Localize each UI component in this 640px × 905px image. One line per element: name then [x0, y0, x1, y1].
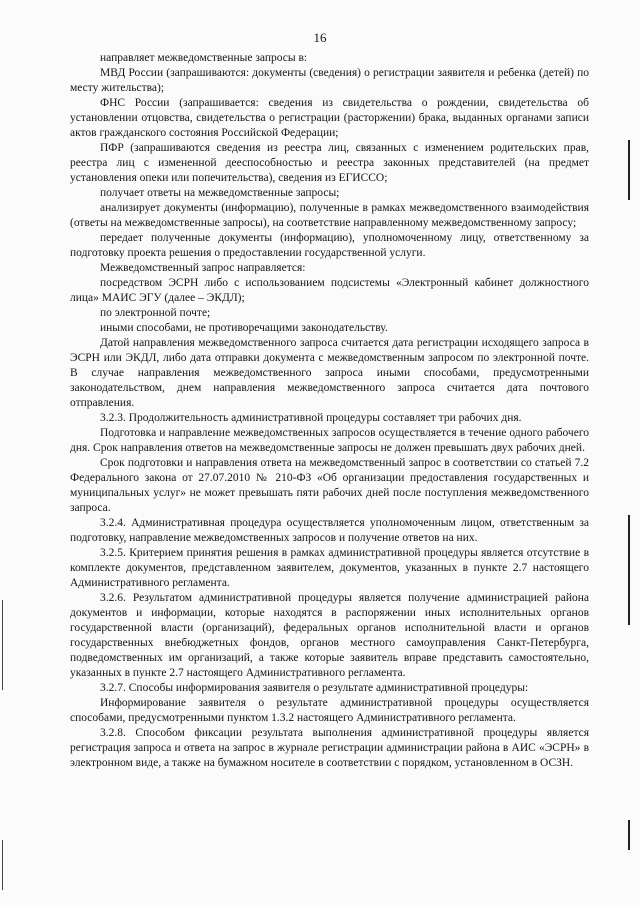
paragraph: иными способами, не противоречащими законодательству.	[100, 322, 388, 334]
scan-edge-mark	[628, 820, 630, 850]
paragraph: Подготовка и направление межведомственных запросов осуществляется в течение одного рабочего дня. Срок направления ответов на межведомственные запросы не должен превышать двух рабочих дней.	[70, 427, 589, 454]
paragraph: Межведомственный запрос направляется:	[100, 262, 306, 274]
paragraph: передает полученные документы (информацию), уполномоченному лицу, ответственному за подготовку проекта решения о предоставлении государственной услуги.	[70, 232, 589, 259]
paragraph: анализирует документы (информацию), полученные в рамках межведомственного взаимодействия (ответы на межведомственные запросы), на соответствие направленному межведомственному запросу;	[70, 202, 589, 229]
scan-edge-mark	[628, 140, 630, 200]
paragraph: 3.2.4. Административная процедура осуществляется уполномоченным лицом, ответственным за подготовку, направление межведомственных запросов и получение ответов на них.	[70, 517, 589, 544]
paragraph: направляет межведомственные запросы в:	[100, 52, 308, 64]
scan-edge-mark	[628, 515, 630, 625]
paragraph: ПФР (запрашиваются сведения из реестра лиц, связанных с изменением родительских прав, реестра лиц с измененной дееспособностью и реестра законных представителей (на предмет установления опеки или попечительства), сведения из ЕГИССО;	[70, 142, 589, 184]
paragraph: Датой направления межведомственного запроса считается дата регистрации исходящего запроса в ЭСРН или ЭКДЛ, либо дата отправки документа с межведомственным запросом по электронной почте. В случае направления межведомственного запроса иными способами, предусмотренными законодательством, днем направления межведомственного запроса считается дата почтового отправления.	[70, 337, 589, 409]
paragraph: Срок подготовки и направления ответа на межведомственный запрос в соответствии со статьей 7.2 Федерального закона от 27.07.2010 № 210-ФЗ «Об организации предоставления государственных и муниципальных услуг» не может превышать пяти рабочих дней после поступления межведомственного запроса.	[70, 457, 589, 514]
paragraph: получает ответы на межведомственные запросы;	[100, 187, 340, 199]
paragraph: посредством ЭСРН либо с использованием подсистемы «Электронный кабинет должностного лица» МАИС ЭГУ (далее – ЭКДЛ);	[70, 277, 589, 304]
paragraph: 3.2.3. Продолжительность административной процедуры составляет три рабочих дня.	[100, 412, 522, 424]
paragraph: 3.2.7. Способы информирования заявителя о результате административной процедуры:	[100, 682, 529, 694]
document-body	[70, 51, 589, 771]
page-number: 16	[313, 30, 327, 45]
paragraph: по электронной почте;	[100, 307, 211, 319]
paragraph: 3.2.5. Критерием принятия решения в рамках административной процедуры является отсутствие в комплекте документов, представленном заявителем, документов, указанных в пункте 2.7 настоящего Административного регламента.	[70, 547, 589, 589]
paragraph: 3.2.6. Результатом административной процедуры является получение администрацией района документов и информации, которые находятся в распоряжении иных исполнительных органов государственной власти (организаций), федеральных органов исполнительной власти и органов государственных внебюджетных фондов, органов местного самоуправления Санкт-Петербурга, подведомственных им организаций, а также которые заявитель вправе представить самостоятельно, указанных в пункте 2.7 настоящего Административного регламента.	[70, 592, 589, 679]
paragraph: МВД России (запрашиваются: документы (сведения) о регистрации заявителя и ребенка (детей) по месту жительства);	[70, 67, 589, 94]
paragraph: Информирование заявителя о результате административной процедуры осуществляется способами, предусмотренными пунктом 1.3.2 настоящего Административного регламента.	[70, 697, 589, 724]
paragraph: ФНС России (запрашивается: сведения из свидетельства о рождении, свидетельства об установлении отцовства, свидетельства о регистрации (расторжении) брака, выданных органами записи актов гражданского состояния Российской Федерации;	[70, 97, 589, 139]
paragraph: 3.2.8. Способом фиксации результата выполнения административной процедуры является регистрация запроса и ответа на запрос в журнале регистрации администрации района в АИС «ЭСРН» в электронном виде, а также на бумажном носителе в соответствии с порядком, установленном в ОСЗН.	[70, 727, 589, 769]
scan-edge-mark	[2, 840, 3, 890]
scan-edge-mark	[2, 600, 3, 690]
